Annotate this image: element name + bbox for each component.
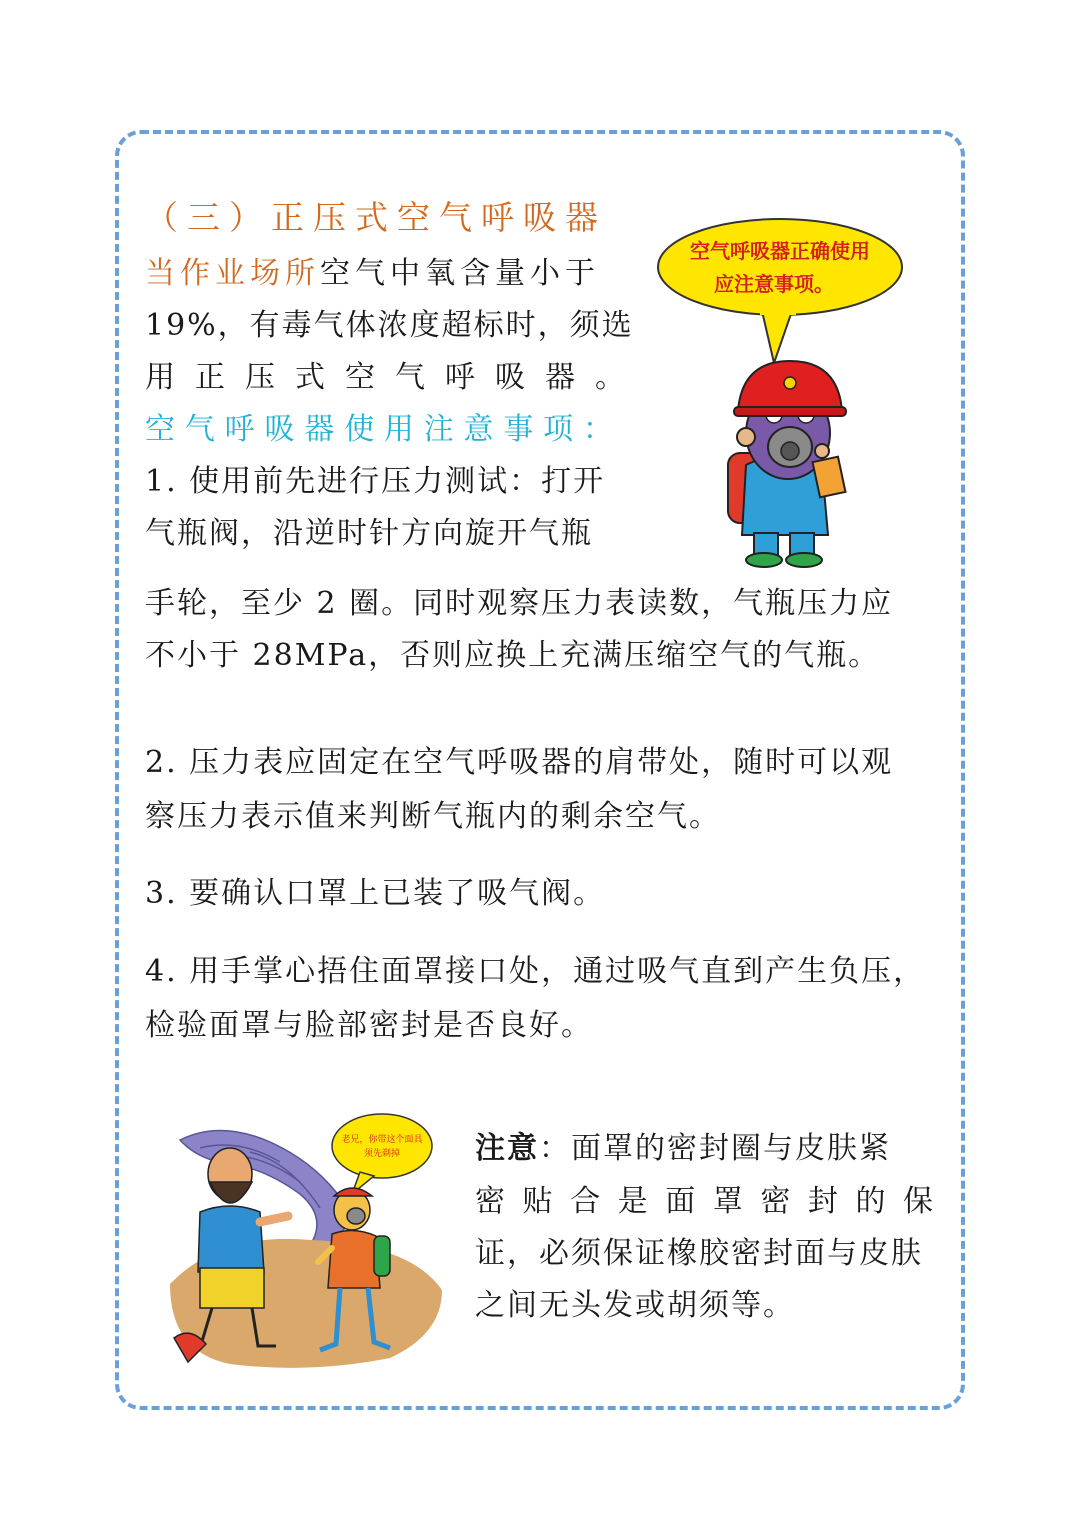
bubble-top-line-1: 空气呼吸器正确使用	[690, 239, 870, 263]
caution-line-1	[475, 1123, 891, 1175]
item1-line-3: 手轮，至少 2 圈。同时观察压力表读数，气瓶压力应	[145, 586, 894, 621]
caution-label: 注意	[475, 1131, 539, 1166]
item1-line-4: 不小于 28MPa，否则应换上充满压缩空气的气瓶。	[145, 638, 881, 673]
warning-cartoon-illustration	[160, 1112, 450, 1374]
item2-line-1: 2. 压力表应固定在空气呼吸器的肩带处，随时可以观	[145, 745, 894, 780]
item4-line-2: 检验面罩与脸部密封是否良好。	[145, 1008, 593, 1043]
item1-line-1: 1. 使用前先进行压力测试：打开	[145, 464, 606, 499]
caution-line-4: 之间无头发或胡须等。	[475, 1288, 795, 1323]
caution-line-3: 证，必须保证橡胶密封面与皮肤	[475, 1236, 923, 1271]
bubble-top-line-2: 应注意事项。	[714, 272, 834, 296]
intro-line-2: 19%，有毒气体浓度超标时，须选	[145, 308, 634, 343]
intro-line-3: 用正压式空气呼吸器。	[145, 360, 627, 395]
caution-line-2: 密贴合是面罩密封的保	[475, 1184, 935, 1219]
caution-rest: ：面罩的密封圈与皮肤紧	[539, 1131, 891, 1166]
bubble-bottom-line-2: 须先剃掉	[363, 1149, 401, 1159]
item4-line-1: 4. 用手掌心捂住面罩接口处，通过吸气直到产生负压，	[145, 954, 926, 989]
intro-line-1	[145, 248, 627, 300]
firefighter-figure	[728, 361, 846, 567]
firefighter-illustration	[650, 215, 920, 575]
item2-line-2: 察压力表示值来判断气瓶内的剩余空气。	[145, 799, 721, 834]
notes-heading: 空气呼吸器使用注意事项：	[145, 412, 615, 447]
item3-line: 3. 要确认口罩上已装了吸气阀。	[145, 876, 606, 911]
bubble-bottom-line-1: 老兄，你带这个面具	[341, 1135, 423, 1145]
speech-bubble-top	[658, 219, 902, 363]
intro-rest: 空气中氧含量小于	[320, 256, 600, 291]
item1-line-2: 气瓶阀，沿逆时针方向旋开气瓶	[145, 516, 593, 551]
intro-highlight: 当作业场所	[145, 256, 320, 291]
speech-bubble-bottom	[332, 1114, 432, 1194]
section-title: （三）正压式空气呼吸器	[145, 198, 607, 237]
